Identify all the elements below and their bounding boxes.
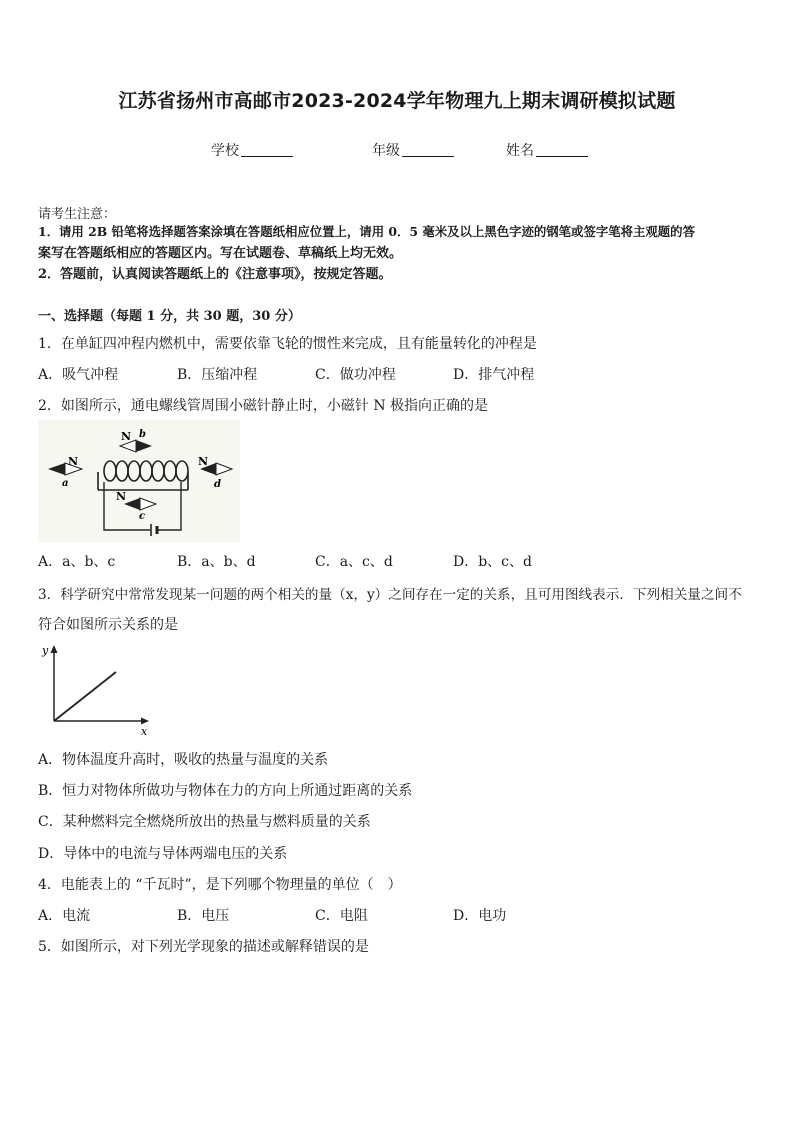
needle-d-label: d <box>214 479 221 490</box>
section-heading: 一、选择题（每题 1 分，共 30 题，30 分） <box>38 309 301 324</box>
q4-option-d[interactable]: D．电功 <box>453 908 507 924</box>
solenoid-figure <box>38 420 240 542</box>
q3-stem-line2: 符合如图所示关系的是 <box>38 617 178 633</box>
q1-option-a[interactable]: A．吸气冲程 <box>38 367 119 383</box>
name-field[interactable] <box>506 140 588 160</box>
q2-option-c[interactable]: C．a、c、d <box>315 554 393 570</box>
q2-option-a[interactable]: A．a、b、c <box>38 554 116 570</box>
q3-option-d[interactable]: D．导体中的电流与导体两端电压的关系 <box>38 846 288 862</box>
school-blank[interactable] <box>241 142 293 157</box>
q5-stem: 5．如图所示，对下列光学现象的描述或解释错误的是 <box>38 939 369 955</box>
notice-heading: 请考生注意： <box>38 207 117 222</box>
notice-item1-line1: 1．请用 2B 铅笔将选择题答案涂填在答题纸相应位置上，请用 0．5 毫米及以上黑色字迹的钢笔或签字笔将主观题的答 <box>38 224 695 239</box>
q3-option-c[interactable]: C．某种燃料完全燃烧所放出的热量与燃料质量的关系 <box>38 814 371 830</box>
name-blank[interactable] <box>536 142 588 157</box>
notice-item2: 2．答题前，认真阅读答题纸上的《注意事项》，按规定答题。 <box>38 267 392 282</box>
q2-option-d[interactable]: D．b、c、d <box>453 554 532 570</box>
q1-stem: 1．在单缸四冲程内燃机中，需要依靠飞轮的惯性来完成，且有能量转化的冲程是 <box>38 336 537 352</box>
q4-option-a[interactable]: A．电流 <box>38 908 91 924</box>
q4-stem: 4．电能表上的 “千瓦时”，是下列哪个物理量的单位（ ） <box>38 877 402 893</box>
needle-b-pole: N <box>121 430 132 443</box>
q2-option-b[interactable]: B．a、b、d <box>177 554 256 570</box>
q4-option-c[interactable]: C．电阻 <box>315 908 368 924</box>
q2-stem: 2．如图所示，通电螺线管周围小磁针静止时，小磁针 N 极指向正确的是 <box>38 398 489 414</box>
needle-a-pole: N <box>68 455 79 468</box>
q1-option-b[interactable]: B．压缩冲程 <box>177 367 258 383</box>
name-label: 姓名 <box>506 143 534 159</box>
needle-c-label: c <box>139 511 146 522</box>
grade-blank[interactable] <box>402 142 454 157</box>
needle-c-pole: N <box>116 490 127 503</box>
y-axis-arrow-icon <box>51 645 58 653</box>
x-axis-label: x <box>141 725 148 738</box>
proportional-line <box>54 672 116 721</box>
notice-item1-line2: 案写在答题纸相应的答题区内。写在试题卷、草稿纸上均无效。 <box>38 246 403 261</box>
q3-option-b[interactable]: B．恒力对物体所做功与物体在力的方向上所通过距离的关系 <box>38 783 413 799</box>
school-field[interactable] <box>211 140 293 160</box>
grade-label: 年级 <box>372 143 400 159</box>
needle-b-label: b <box>139 429 146 440</box>
page-title: 江苏省扬州市高邮市2023-2024学年物理九上期末调研模拟试题 <box>118 90 676 112</box>
q1-option-d[interactable]: D．排气冲程 <box>453 367 535 383</box>
grade-field[interactable] <box>372 140 454 160</box>
x-axis-arrow-icon <box>141 718 149 725</box>
xy-line-graph <box>38 642 154 738</box>
q4-option-b[interactable]: B．电压 <box>177 908 230 924</box>
needle-d-pole: N <box>198 455 209 468</box>
q1-option-c[interactable]: C．做功冲程 <box>315 367 396 383</box>
q3-stem-line1: 3．科学研究中常常发现某一问题的两个相关的量（x，y）之间存在一定的关系，且可用图线表示．下列相关量之间不 <box>38 587 742 603</box>
q3-option-a[interactable]: A．物体温度升高时，吸收的热量与温度的关系 <box>38 752 329 768</box>
needle-a-label: a <box>62 478 69 489</box>
y-axis-label: y <box>42 644 49 657</box>
school-label: 学校 <box>211 143 239 159</box>
